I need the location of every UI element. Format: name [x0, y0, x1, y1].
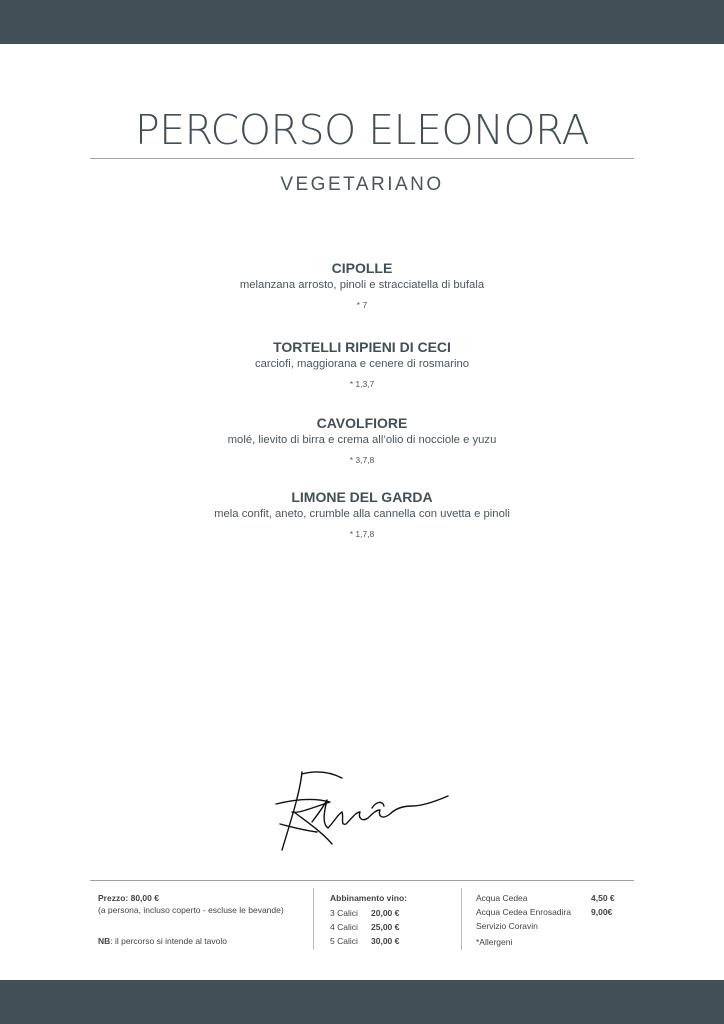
wine-row: 4 Calici [330, 922, 358, 932]
nb-note: NB: il percorso si intende al tavolo [98, 936, 227, 946]
course-allergens: * 1,3,7 [349, 379, 375, 389]
course-name: LIMONE DEL GARDA [291, 489, 433, 505]
course-name: TORTELLI RIPIENI DI CECI [273, 339, 451, 355]
allergen-note: *Allergeni [476, 937, 513, 947]
extra-item: Acqua Cedea Enrosadira [476, 907, 571, 917]
page-title: PERCORSO ELEONORA [134, 106, 590, 154]
course-description: molé, lievito di birra e crema all’olio di nocciole e yuzu [227, 434, 497, 446]
footer-column-divider [461, 888, 462, 950]
course-allergens: * 1,7,8 [349, 529, 375, 539]
course-description: carciofi, maggiorana e cenere di rosmarino [254, 358, 470, 370]
course-item [0, 260, 724, 310]
wine-price: 30,00 € [371, 936, 400, 946]
bottom-bar [0, 980, 724, 1024]
course-name: CAVOLFIORE [316, 415, 408, 431]
wine-row: 3 Calici [330, 908, 358, 918]
course-description: melanzana arrosto, pinoli e stracciatella di bufala [239, 279, 485, 291]
wine-pairing-title: Abbinamento vino: [330, 893, 407, 903]
course-allergens: * 7 [356, 300, 368, 310]
page-subtitle: VEGETARIANO [280, 174, 444, 195]
course-item [0, 339, 724, 389]
extra-item: Acqua Cedea [476, 893, 528, 903]
extra-item: Servizio Coravin [476, 921, 538, 931]
course-item [0, 415, 724, 465]
extra-price: 9,00€ [591, 907, 613, 917]
course-name: CIPOLLE [331, 260, 393, 276]
footer-column-divider [313, 888, 314, 950]
course-item [0, 489, 724, 539]
footer-divider [90, 880, 634, 881]
wine-row: 5 Calici [330, 936, 358, 946]
top-bar [0, 0, 724, 44]
title-divider [90, 158, 634, 159]
course-description: mela confit, aneto, crumble alla cannella con uvetta e pinoli [214, 508, 510, 520]
wine-price: 20,00 € [371, 908, 400, 918]
price-note: (a persona, incluso coperto - escluse le bevande) [98, 905, 284, 915]
extra-price: 4,50 € [591, 893, 615, 903]
price-label: Prezzo: 80,00 € [98, 893, 159, 903]
signature-image [272, 762, 452, 857]
course-allergens: * 3,7,8 [349, 455, 375, 465]
wine-price: 25,00 € [371, 922, 400, 932]
